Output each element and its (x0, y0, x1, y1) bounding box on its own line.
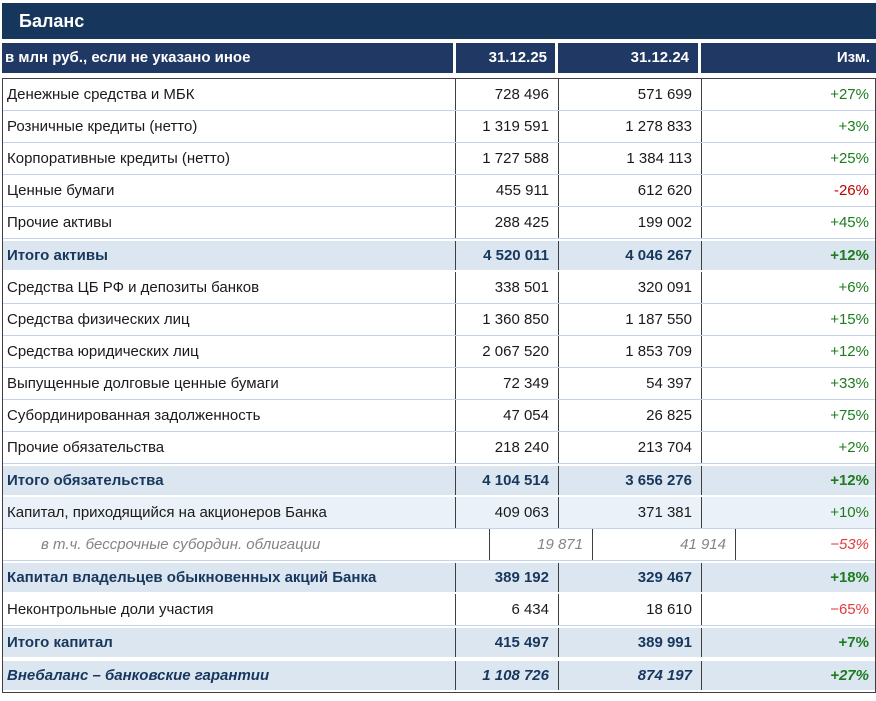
row-label: Средства физических лиц (3, 304, 456, 335)
row-label: Розничные кредиты (нетто) (3, 111, 456, 142)
table-row (3, 626, 875, 659)
change-percent: +12% (830, 247, 869, 264)
change-percent: +2% (838, 439, 869, 456)
value-period-1: 6 434 (456, 594, 559, 625)
table-header-row (2, 43, 876, 73)
table-row (3, 143, 875, 175)
table-row (3, 529, 875, 561)
value-period-2: 329 467 (559, 563, 702, 592)
change-percent: −65% (830, 601, 869, 618)
value-period-2: 571 699 (559, 79, 702, 110)
change-percent: +45% (830, 214, 869, 231)
value-period-2: 1 187 550 (559, 304, 702, 335)
row-label: Итого капитал (3, 628, 456, 657)
value-period-1: 4 520 011 (456, 241, 559, 270)
change-percent: -26% (833, 182, 869, 199)
change-percent: +27% (830, 86, 869, 103)
change-percent: +27% (830, 667, 869, 684)
value-period-2: 54 397 (559, 368, 702, 399)
row-label: Капитал, приходящийся на акционеров Банка (3, 497, 456, 528)
value-period-1: 1 108 726 (456, 661, 559, 690)
table-body (2, 78, 876, 693)
value-period-1: 1 727 588 (456, 143, 559, 174)
change-percent: +12% (830, 472, 869, 489)
column-header-period-1: 31.12.25 (456, 43, 558, 73)
column-header-period-2: 31.12.24 (558, 43, 701, 73)
value-period-2: 199 002 (559, 207, 702, 238)
change-percent: +25% (830, 150, 869, 167)
table-row (3, 207, 875, 239)
row-label: Внебаланс – банковские гарантии (3, 661, 456, 690)
table-row (3, 594, 875, 626)
value-period-2: 1 853 709 (559, 336, 702, 367)
row-label: Неконтрольные доли участия (3, 594, 456, 625)
table-row (3, 432, 875, 464)
row-label: Ценные бумаги (3, 175, 456, 206)
change-percent: +75% (830, 407, 869, 424)
row-label: Средства ЦБ РФ и депозиты банков (3, 272, 456, 303)
row-label: Прочие обязательства (3, 432, 456, 463)
value-period-2: 3 656 276 (559, 466, 702, 495)
row-label: Корпоративные кредиты (нетто) (3, 143, 456, 174)
row-label: Выпущенные долговые ценные бумаги (3, 368, 456, 399)
change-percent: +7% (838, 634, 869, 651)
value-period-1: 1 319 591 (456, 111, 559, 142)
row-label: Итого активы (3, 241, 456, 270)
change-percent: +33% (830, 375, 869, 392)
value-period-1: 218 240 (456, 432, 559, 463)
value-period-1: 338 501 (456, 272, 559, 303)
table-row (3, 368, 875, 400)
table-row (3, 561, 875, 594)
value-period-1: 19 871 (490, 529, 593, 560)
column-header-change: Изм. (701, 43, 876, 73)
change-percent: −53% (830, 536, 869, 553)
change-percent: +10% (830, 504, 869, 521)
row-label: Денежные средства и МБК (3, 79, 456, 110)
value-period-1: 455 911 (456, 175, 559, 206)
change-percent: +12% (830, 343, 869, 360)
table-row (3, 659, 875, 692)
value-period-2: 213 704 (559, 432, 702, 463)
value-period-2: 612 620 (559, 175, 702, 206)
units-label: в млн руб., если не указано иное (2, 43, 456, 73)
balance-sheet (2, 3, 876, 693)
row-label: Средства юридических лиц (3, 336, 456, 367)
row-label: Итого обязательства (3, 466, 456, 495)
value-period-2: 1 278 833 (559, 111, 702, 142)
value-period-1: 415 497 (456, 628, 559, 657)
value-period-1: 288 425 (456, 207, 559, 238)
value-period-2: 389 991 (559, 628, 702, 657)
row-label: Прочие активы (3, 207, 456, 238)
value-period-2: 320 091 (559, 272, 702, 303)
table-row (3, 79, 875, 111)
value-period-2: 18 610 (559, 594, 702, 625)
value-period-1: 4 104 514 (456, 466, 559, 495)
table-row (3, 111, 875, 143)
value-period-1: 47 054 (456, 400, 559, 431)
value-period-1: 2 067 520 (456, 336, 559, 367)
value-period-2: 41 914 (593, 529, 736, 560)
change-percent: +6% (838, 279, 869, 296)
row-label: Капитал владельцев обыкновенных акций Банка (3, 563, 456, 592)
table-row (3, 336, 875, 368)
table-row (3, 464, 875, 497)
value-period-2: 371 381 (559, 497, 702, 528)
row-label: в т.ч. бессрочные субордин. облигации (3, 529, 490, 560)
value-period-2: 1 384 113 (559, 143, 702, 174)
value-period-1: 409 063 (456, 497, 559, 528)
value-period-1: 1 360 850 (456, 304, 559, 335)
page-title: Баланс (2, 3, 876, 39)
value-period-1: 728 496 (456, 79, 559, 110)
row-label: Субординированная задолженность (3, 400, 456, 431)
value-period-2: 26 825 (559, 400, 702, 431)
table-row (3, 497, 875, 529)
change-percent: +18% (830, 569, 869, 586)
value-period-2: 4 046 267 (559, 241, 702, 270)
table-row (3, 175, 875, 207)
value-period-1: 72 349 (456, 368, 559, 399)
table-row (3, 239, 875, 272)
value-period-1: 389 192 (456, 563, 559, 592)
table-row (3, 400, 875, 432)
change-percent: +3% (838, 118, 869, 135)
value-period-2: 874 197 (559, 661, 702, 690)
table-row (3, 304, 875, 336)
table-row (3, 272, 875, 304)
change-percent: +15% (830, 311, 869, 328)
